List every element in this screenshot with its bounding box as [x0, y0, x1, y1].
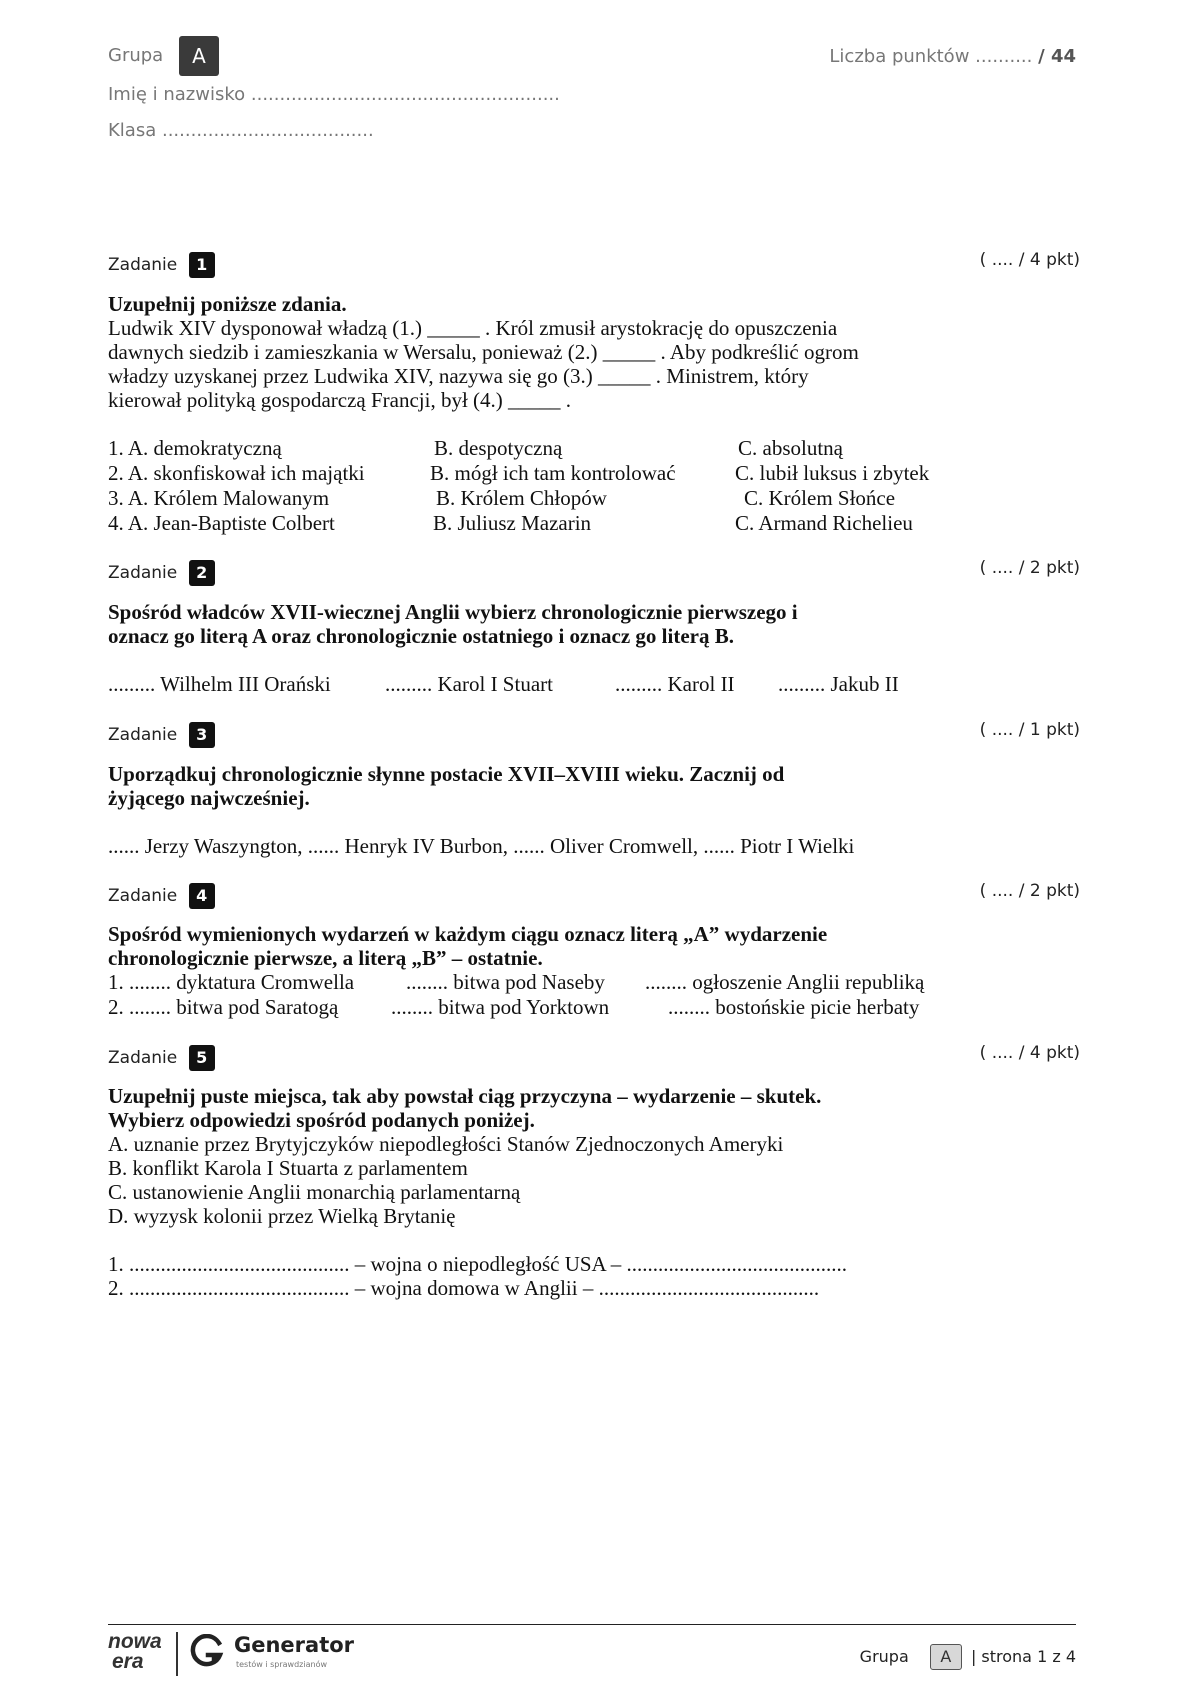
group-field	[108, 36, 219, 76]
generator-logo-tagline: testów i sprawdzianów	[236, 1660, 327, 1669]
ruler-list	[108, 672, 988, 697]
task-3-header	[108, 722, 215, 748]
option-a: 4. A. Jean-Baptiste Colbert	[108, 511, 335, 535]
option-b: B. Królem Chłopów	[436, 486, 607, 510]
task-4-points: ( .... / 2 pkt)	[979, 881, 1080, 901]
option-c: C. lubił luksus i zbytek	[735, 461, 930, 485]
option-row	[108, 461, 988, 486]
name-label: Imię i nazwisko	[108, 84, 246, 105]
generator-g-icon	[190, 1634, 224, 1668]
task-number-badge: 3	[189, 722, 215, 748]
group-badge: A	[179, 36, 219, 76]
task-5-points: ( .... / 4 pkt)	[979, 1043, 1080, 1063]
event-item: 1. ........ dyktatura Cromwella	[108, 970, 355, 994]
footer-page-info	[860, 1644, 1076, 1670]
answer-option: A. uznanie przez Brytyjczyków niepodległości Stanów Zjednoczonych Ameryki	[108, 1132, 784, 1156]
task-label: Zadanie	[108, 1048, 178, 1068]
logo-nowa-text: nowa	[108, 1630, 162, 1653]
logo-separator	[176, 1632, 178, 1676]
class-field	[108, 120, 374, 141]
task-number-badge: 4	[189, 883, 215, 909]
task-2-header	[108, 560, 215, 586]
name-field	[108, 84, 560, 105]
option-a: 1. A. demokratyczną	[108, 436, 282, 460]
option-a: 3. A. Królem Malowanym	[108, 486, 330, 510]
answer-option: B. konflikt Karola I Stuarta z parlamentem	[108, 1156, 468, 1180]
class-dots: .....................................	[161, 120, 374, 141]
task-instruction: Uzupełnij puste miejsca, tak aby powstał ciąg przyczyna – wydarzenie – skutek.	[108, 1084, 822, 1108]
generator-logo-text: Generator	[234, 1633, 355, 1657]
task-text-line: kierował polityką gospodarczą Francji, był (4.) _____ .	[108, 388, 572, 412]
option-b: B. despotyczną	[434, 436, 563, 460]
points-field	[829, 46, 1076, 67]
task-instruction: Spośród wymienionych wydarzeń w każdym ciągu oznacz literą „A” wydarzenie	[108, 922, 828, 946]
answer-option: D. wyzysk kolonii przez Wielką Brytanię	[108, 1204, 456, 1228]
option-c: C. absolutną	[738, 436, 843, 460]
task-text-line: dawnych siedzib i zamieszkania w Wersalu, ponieważ (2.) _____ . Aby podkreślić ogrom	[108, 340, 859, 364]
class-label: Klasa	[108, 120, 157, 141]
option-row	[108, 511, 988, 536]
footer-page-number: | strona 1 z 4	[970, 1647, 1076, 1666]
task-instruction: Uzupełnij poniższe zdania.	[108, 292, 347, 316]
task-instruction: Uporządkuj chronologicznie słynne postacie XVII–XVIII wieku. Zacznij od	[108, 762, 785, 786]
chain-line: 1. .......................................... – wojna o niepodległość USA – ..........................................	[108, 1252, 848, 1276]
task-number-badge: 1	[189, 252, 215, 278]
event-row	[108, 970, 988, 995]
task-5-body	[108, 1084, 988, 1300]
option-b: B. mógł ich tam kontrolować	[430, 461, 676, 485]
task-2-points: ( .... / 2 pkt)	[979, 558, 1080, 578]
task-label: Zadanie	[108, 255, 178, 275]
task-4-header	[108, 883, 215, 909]
event-item: ........ bitwa pod Naseby	[406, 970, 605, 994]
task-instruction: Spośród władców XVII-wiecznej Anglii wybierz chronologicznie pierwszego i	[108, 600, 798, 624]
points-label: Liczba punktów	[829, 46, 970, 67]
name-dots: ......................................................	[250, 84, 560, 105]
task-number-badge: 2	[189, 560, 215, 586]
ruler-item: ......... Karol I Stuart	[385, 672, 553, 696]
task-label: Zadanie	[108, 563, 178, 583]
task-3-body	[108, 762, 988, 858]
task-5-header	[108, 1045, 215, 1071]
task-label: Zadanie	[108, 886, 178, 906]
task-text-line: Ludwik XIV dysponował władzą (1.) _____ . Król zmusił arystokrację do opuszczenia	[108, 316, 838, 340]
event-item: ........ bitwa pod Yorktown	[391, 995, 610, 1019]
task-text-line: władzy uzyskanej przez Ludwika XIV, nazywa się go (3.) _____ . Ministrem, który	[108, 364, 809, 388]
ruler-item: ......... Wilhelm III Orański	[108, 672, 331, 696]
event-item: 2. ........ bitwa pod Saratogą	[108, 995, 339, 1019]
task-1-header	[108, 252, 215, 278]
task-1-body	[108, 292, 988, 536]
nowa-era-logo	[108, 1632, 162, 1672]
ruler-item: ......... Karol II	[615, 672, 735, 696]
task-4-body	[108, 922, 988, 1020]
task-label: Zadanie	[108, 725, 178, 745]
option-c: C. Armand Richelieu	[735, 511, 913, 535]
event-item: ........ ogłoszenie Anglii republiką	[645, 970, 925, 994]
chain-line: 2. .......................................... – wojna domowa w Anglii – ..........................................	[108, 1276, 820, 1300]
points-max: / 44	[1038, 46, 1076, 67]
option-a: 2. A. skonfiskował ich majątki	[108, 461, 365, 485]
event-row	[108, 995, 988, 1020]
task-instruction: Wybierz odpowiedzi spośród podanych poniżej.	[108, 1108, 535, 1132]
event-item: ........ bostońskie picie herbaty	[668, 995, 920, 1019]
ruler-item: ......... Jakub II	[778, 672, 899, 696]
footer-group-label: Grupa	[859, 1647, 909, 1666]
option-row	[108, 436, 988, 461]
task-instruction: oznacz go literą A oraz chronologicznie ostatniego i oznacz go literą B.	[108, 624, 734, 648]
option-row	[108, 486, 988, 511]
footer-group-badge: A	[930, 1644, 962, 1670]
points-dots: ..........	[975, 46, 1033, 67]
option-b: B. Juliusz Mazarin	[433, 511, 592, 535]
task-instruction: żyjącego najwcześniej.	[108, 786, 310, 810]
option-c: C. Królem Słońce	[744, 486, 896, 510]
task-2-body	[108, 600, 988, 697]
task-1-points: ( .... / 4 pkt)	[979, 250, 1080, 270]
figures-list: ...... Jerzy Waszyngton, ...... Henryk IV Burbon, ...... Oliver Cromwell, ...... Piotr I Wielki	[108, 834, 855, 858]
task-instruction: chronologicznie pierwsze, a literą „B” – ostatnie.	[108, 946, 543, 970]
task-number-badge: 5	[189, 1045, 215, 1071]
logo-era-text: era	[112, 1650, 144, 1673]
answer-option: C. ustanowienie Anglii monarchią parlamentarną	[108, 1180, 521, 1204]
task-3-points: ( .... / 1 pkt)	[979, 720, 1080, 740]
group-label: Grupa	[108, 45, 164, 66]
footer-divider	[108, 1624, 1076, 1625]
